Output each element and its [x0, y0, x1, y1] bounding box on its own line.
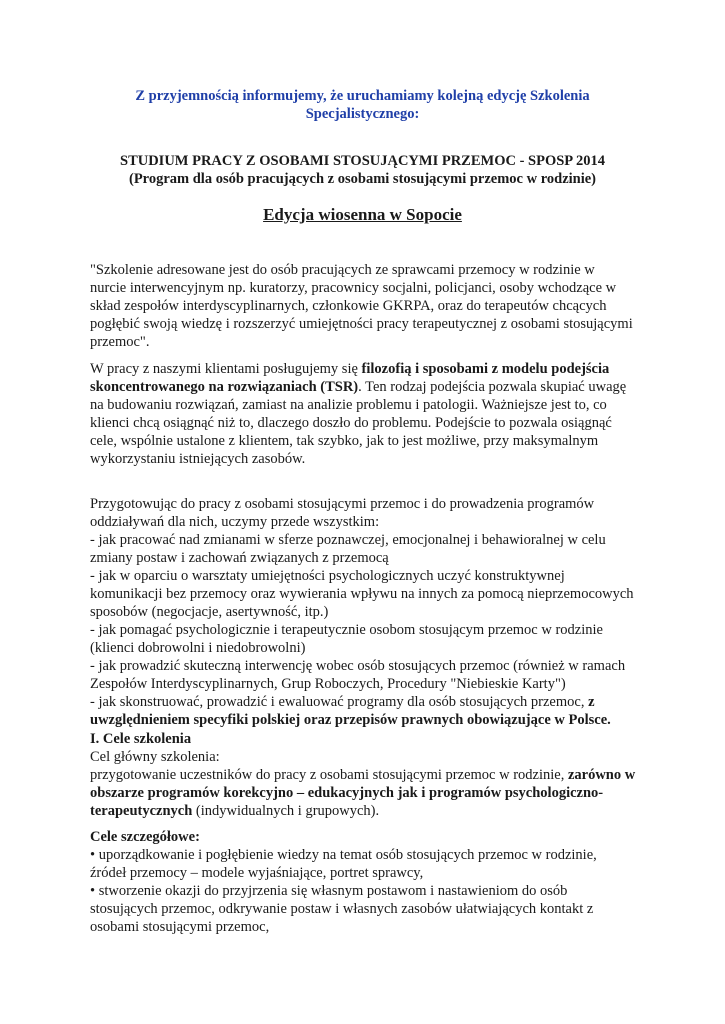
emphasis-text: terapeutycznych	[90, 803, 193, 819]
text-run: przygotowanie uczestników do pracy z osobami stosującymi przemoc w rodzinie,	[90, 767, 568, 783]
list-item: - jak prowadzić skuteczną interwencję wobec osób stosujących przemoc (również w ramach	[90, 658, 626, 674]
text-line: klienci chcą osiągnąć niż to, dlaczego doszło do problemu. Podejście to pozwala osiągnąć	[90, 415, 612, 431]
text-line: zmiany postaw i zachowań związanych z przemocą	[90, 550, 389, 566]
tsr-paragraph	[90, 360, 650, 468]
text-line: nurcie interwencyjnym np. kuratorzy, pracownicy socjalni, policjanci, osoby wchodzące w	[90, 280, 617, 296]
text-line: pogłębić swoją wiedzę i rozszerzyć umiejętności pracy terapeutycznej z osobami stosującymi	[90, 316, 633, 332]
subtitle-line: (Program dla osób pracujących z osobami stosującymi przemoc w rodzinie)	[128, 171, 597, 187]
text-line	[90, 360, 650, 378]
skills-paragraph	[90, 495, 650, 729]
text-line: "Szkolenie adresowane jest do osób pracujących ze sprawcami przemocy w rodzinie w	[90, 262, 595, 278]
emphasis-text: uwzględnieniem specyfiki polskiej oraz przepisów prawnych obowiązujące w Polsce.	[90, 712, 611, 728]
text-run: (indywidualnych i grupowych).	[192, 803, 380, 819]
goals-section	[90, 730, 650, 820]
text-line: sposobów (negocjacje, asertywność, itp.)	[90, 604, 329, 620]
emphasis-text: filozofią i sposobami z modelu podejścia	[361, 361, 610, 377]
text-run: - jak skonstruować, prowadzić i ewaluować programy dla osób stosujących przemoc,	[90, 694, 589, 710]
intro-line: Z przyjemnością informujemy, że uruchamiamy kolejną edycję Szkolenia	[135, 88, 590, 104]
text-line: Zespołów Interdyscyplinarnych, Grup Roboczych, Procedury "Niebieskie Karty")	[90, 676, 566, 692]
text-line	[90, 802, 650, 820]
text-line: komunikacji bez przemocy oraz wywierania wpływu na innych za pomocą nieprzemocowych	[90, 586, 634, 602]
intro-line: Specjalistycznego:	[305, 106, 420, 122]
section-heading: Cele szczegółowe:	[90, 829, 200, 845]
list-item	[90, 693, 650, 711]
quote-paragraph	[90, 261, 650, 351]
text-line	[90, 378, 650, 396]
text-line: oddziaływań dla nich, uczymy przede wszystkim:	[90, 514, 380, 530]
edition-heading: Edycja wiosenna w Sopocie	[263, 205, 462, 224]
list-item: • stworzenie okazji do przyjrzenia się własnym postawom i nastawieniom do osób	[90, 883, 568, 899]
text-line: źródeł przemocy – modele wyjaśniające, portret sprawcy,	[90, 865, 424, 881]
emphasis-text: zarówno w	[567, 767, 636, 783]
text-line: cele, wspólnie ustalone z klientem, tak szybko, jak to jest możliwe, przy maksymalnym	[90, 433, 599, 449]
intro-announcement	[90, 87, 635, 123]
emphasis-text: z	[588, 694, 595, 710]
title-line: STUDIUM PRACY Z OSOBAMI STOSUJĄCYMI PRZEMOC - SPOSP 2014	[120, 153, 605, 169]
text-line: na budowaniu rozwiązań, zamiast na analizie problemu i patologii. Ważniejsze jest to, co	[90, 397, 607, 413]
text-run: . Ten rodzaj podejścia pozwala skupiać uwagę	[358, 379, 627, 395]
detailed-goals-section	[90, 828, 650, 936]
text-line: Cel główny szkolenia:	[90, 749, 220, 765]
course-title	[90, 152, 635, 188]
list-item: • uporządkowanie i pogłębienie wiedzy na temat osób stosujących przemoc w rodzinie,	[90, 847, 597, 863]
section-heading: I. Cele szkolenia	[90, 731, 192, 747]
text-line: wykorzystaniu istniejących zasobów.	[90, 451, 306, 467]
list-item: - jak pomagać psychologicznie i terapeutycznie osobom stosującym przemoc w rodzinie	[90, 622, 603, 638]
list-item: - jak w oparciu o warsztaty umiejętności psychologicznych uczyć konstruktywnej	[90, 568, 565, 584]
text-line: skład zespołów interdyscyplinarnych, członkowie GKRPA, oraz do terapeutów chcących	[90, 298, 607, 314]
text-line: Przygotowując do pracy z osobami stosującymi przemoc i do prowadzenia programów	[90, 496, 595, 512]
emphasis-text: obszarze programów korekcyjno – edukacyjnych jak i programów psychologiczno-	[90, 785, 604, 801]
list-item: - jak pracować nad zmianami w sferze poznawczej, emocjonalnej i behawioralnej w celu	[90, 532, 606, 548]
text-line	[90, 766, 650, 784]
emphasis-text: skoncentrowanego na rozwiązaniach (TSR)	[90, 379, 359, 395]
text-line: osobami stosującymi przemoc,	[90, 919, 270, 935]
text-line: stosujących przemoc, odkrywanie postaw i własnych zasobów ułatwiających kontakt z	[90, 901, 594, 917]
text-line: przemoc".	[90, 334, 150, 350]
text-line: (klienci dobrowolni i niedobrowolni)	[90, 640, 306, 656]
text-run: W pracy z naszymi klientami posługujemy się	[90, 361, 362, 377]
